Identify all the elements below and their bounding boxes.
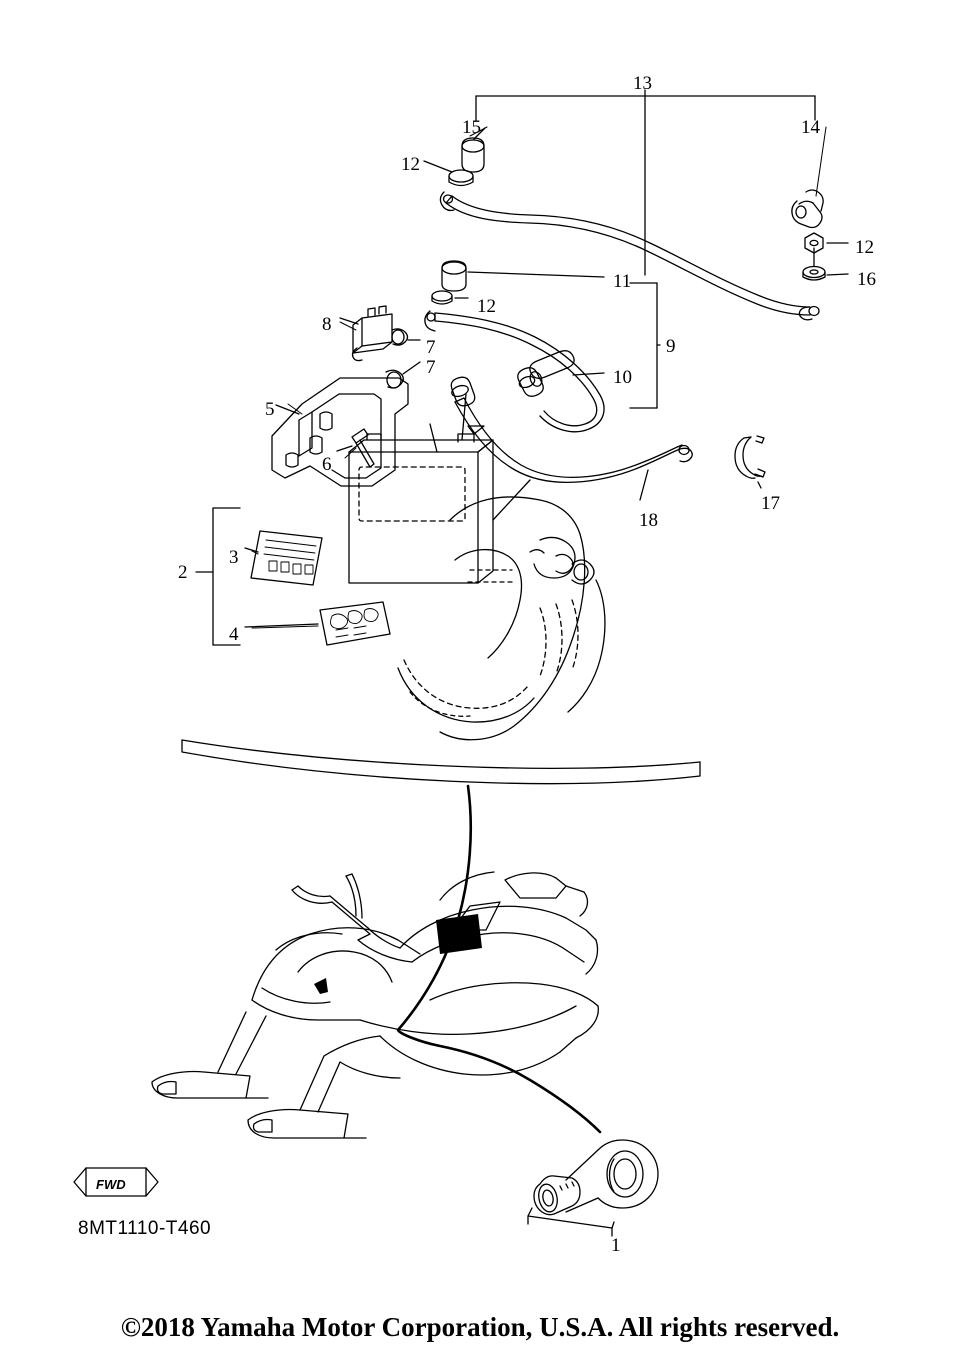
part-code-label: 8MT1110-T460 xyxy=(78,1218,212,1239)
callout-18: 18 xyxy=(639,510,658,531)
callout-2: 2 xyxy=(178,562,188,583)
callout-11: 11 xyxy=(613,271,632,292)
callout-8: 8 xyxy=(322,314,332,335)
copyright-notice: ©2018 Yamaha Motor Corporation, U.S.A. All rights reserved. xyxy=(120,1312,840,1342)
callout-7-lower: 7 xyxy=(426,357,436,378)
callout-4: 4 xyxy=(229,624,239,645)
callout-12-top: 12 xyxy=(401,154,420,175)
callout-5: 5 xyxy=(265,399,275,420)
callout-15: 15 xyxy=(462,117,481,138)
callout-9: 9 xyxy=(666,336,676,357)
callout-14: 14 xyxy=(801,117,820,138)
callout-13: 13 xyxy=(633,73,652,94)
callout-12-right: 12 xyxy=(855,237,874,258)
callout-12-mid: 12 xyxy=(477,296,496,317)
callout-6: 6 xyxy=(322,454,332,475)
callout-1: 1 xyxy=(611,1235,621,1256)
callout-16: 16 xyxy=(857,269,876,290)
callout-3: 3 xyxy=(229,547,239,568)
callout-7-upper: 7 xyxy=(426,337,436,358)
callout-17: 17 xyxy=(761,493,780,514)
fwd-direction-label: FWD xyxy=(96,1177,126,1192)
callout-10: 10 xyxy=(613,367,632,388)
